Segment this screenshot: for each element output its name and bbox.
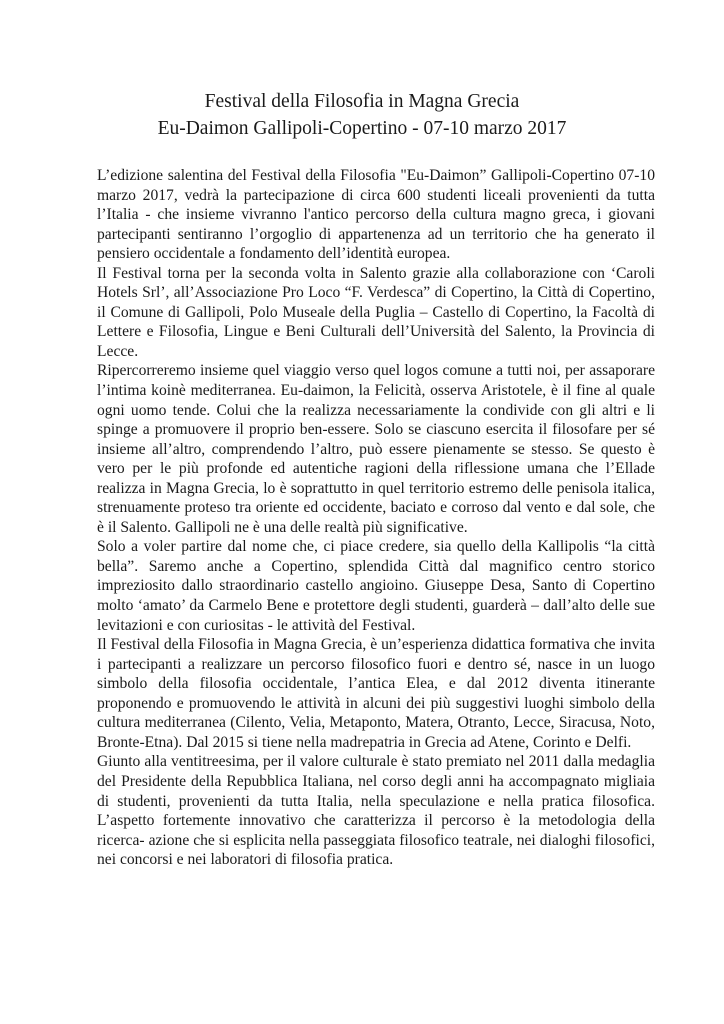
paragraph-esperienza: Il Festival della Filosofia in Magna Grecia, è un’esperienza didattica formativa che invita i partecipanti a realizzare un percorso filosofico fuori e dentro sé, nasce in un luogo simbolo della filosofia occidentale, l’antica Elea, e dal 2012 diventa itinerante proponendo e promuovendo le attività in alcuni dei più suggestivi luoghi simbolo della cultura mediterranea (Cilento, Velia, Metaponto, Matera, Otranto, Lecce, Siracusa, Noto, Bronte-Etna). Dal 2015 si tiene nella madrepatria in Grecia ad Atene, Corinto e Delfi. — [97, 636, 655, 751]
paragraph-edizione: L’edizione salentina del Festival della Filosofia "Eu-Daimon” Gallipoli-Copertino 07-10 marzo 2017, vedrà la partecipazione di circa 600 studenti liceali provenienti da tutta l’Italia - che insieme vivranno l'antico percorso della cultura magno greca, i giovani partecipanti sentiranno l’orgoglio di appartenenza ad un territorio che ha generato il pensiero occidentale a fondamento dell’identità europea. — [97, 167, 655, 263]
paragraph-ventitreesima: Giunto alla ventitreesima, per il valore culturale è stato premiato nel 2011 dalla medaglia del Presidente della Repubblica Italiana, nel corso degli anni ha accompagnato migliaia di studenti, provenienti da tutta Italia, nella speculazione e nella pratica filosofica. L’aspetto fortemente innovativo che caratterizza il percorso è la metodologia della ricerca- azione che si esplicita nella passeggiata filosofico teatrale, nei dialoghi filosofici, nei concorsi e nei laboratori di filosofia pratica. — [97, 753, 655, 869]
paragraph-collaborazione: Il Festival torna per la seconda volta in Salento grazie alla collaborazione con ‘Caroli Hotels Srl’, all’Associazione Pro Loco “F. Verdesca” di Copertino, la Città di Copertino, il Comune di Gallipoli, Polo Museale della Puglia – Castello di Copertino, la Facoltà di Lettere e Filosofia, Lingue e Beni Culturali dell’Università del Salento, la Provincia di Lecce. — [97, 264, 655, 360]
title-line-2: Eu-Daimon Gallipoli-Copertino - 07-10 marzo 2017 — [157, 118, 567, 139]
document-title — [0, 88, 724, 142]
paragraph-kallipolis: Solo a voler partire dal nome che, ci piace credere, sia quello della Kallipolis “la città bella”. Saremo anche a Copertino, splendida Città dal magnifico centro storico impreziosito dallo straordinario castello angioino. Giuseppe Desa, Santo di Copertino molto ‘amato’ da Carmelo Bene e protettore degli studenti, guarderà – dall’alto delle sue levitazioni e con curiositas - le attività del Festival. — [97, 538, 655, 634]
title-line-1: Festival della Filosofia in Magna Grecia — [204, 91, 520, 112]
document-body — [97, 166, 655, 870]
paragraph-logos: Ripercorreremo insieme quel viaggio verso quel logos comune a tutti noi, per assaporare l’intima koinè mediterranea. Eu-daimon, la Felicità, osserva Aristotele, è il fine al quale ogni uomo tende. Colui che la realizza necessariamente la condivide con gli altri e li spinge a promuovere il proprio ben-essere. Solo se ciascuno esercita il filosofare per sé insieme all’altro, comprendendo l’altro, può essere pienamente se stesso. Se questo è vero per le più profonde ed autentiche ragioni della riflessione umana che l’Ellade realizza in Magna Grecia, lo è soprattutto in quel territorio estremo delle penisola italica, strenuamente proteso tra oriente ed occidente, baciato e corroso dal vento e dal sole, che è il Salento. Gallipoli ne è una delle realtà più significative. — [97, 362, 655, 536]
